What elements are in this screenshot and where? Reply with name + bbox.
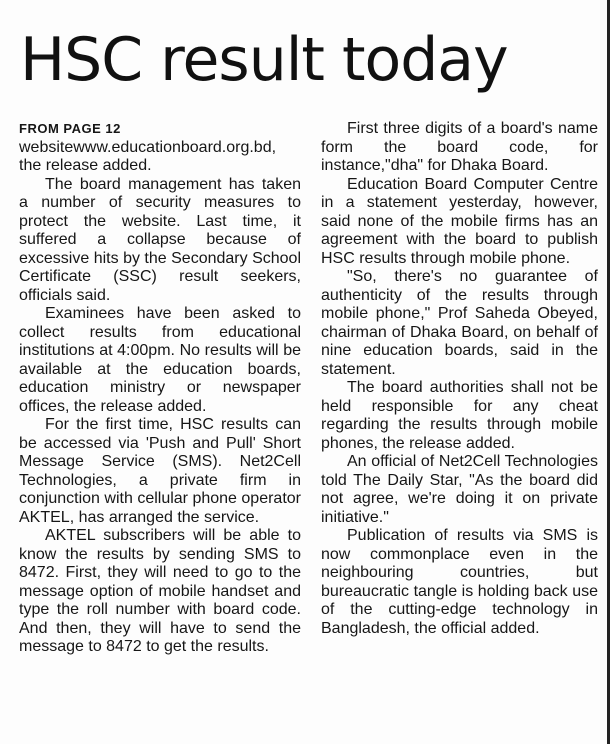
headline: HSC result today [20,25,508,95]
article-paragraph: For the first time, HSC results can be accessed via 'Push and Pull' Short Message Service (SMS). Net2Cell Technologies, a private firm in conjunction with cellular phone operator AKTEL, has arranged the service. [19,416,301,526]
article-column-left [19,120,301,657]
article-paragraph: AKTEL subscribers will be able to know the results by sending SMS to 8472. First, they will need to go to the message option of mobile handset and type the roll number with board code. And then, they will have to send the message to 8472 to get the results. [19,527,301,655]
article-paragraph: "So, there's no guarantee of authenticity of the results through mobile phone," Prof Saheda Obeyed, chairman of Dhaka Board, on behalf of nine education boards, said in the statement. [321,268,598,378]
article-paragraph [19,120,301,176]
article-column-right [321,120,598,638]
jump-line: FROM PAGE 12 [19,121,121,136]
article-paragraph: First three digits of a board's name form the board code, for instance,"dha" for Dhaka Board. [321,120,598,174]
article-paragraph: Education Board Computer Centre in a statement yesterday, however, said none of the mobile firms has an agreement with the board to publish HSC results through mobile phone. [321,175,598,267]
article-paragraph: The board management has taken a number of security measures to protect the website. Last time, it suffered a collapse because of excessive hits by the Secondary School Certificate (SSC) result seekers, officials said. [19,175,301,304]
paragraph-text: websitewww.educationboard.org.bd, the release added. [19,138,277,174]
article-paragraph: An official of Net2Cell Technologies told The Daily Star, "As the board did not agree, we're doing it on private initiative." [321,453,598,526]
article-paragraph: Publication of results via SMS is now commonplace even in the neighbouring countries, but bureaucratic tangle is holding back use of the cutting-edge technology in Bangladesh, the official added. [321,527,598,637]
article-paragraph: Examinees have been asked to collect results from educational institutions at 4:00pm. No results will be available at the education boards, education ministry or newspaper offices, the release added. [19,305,301,415]
article-paragraph: The board authorities shall not be held responsible for any cheat regarding the results through mobile phones, the release added. [321,379,598,452]
